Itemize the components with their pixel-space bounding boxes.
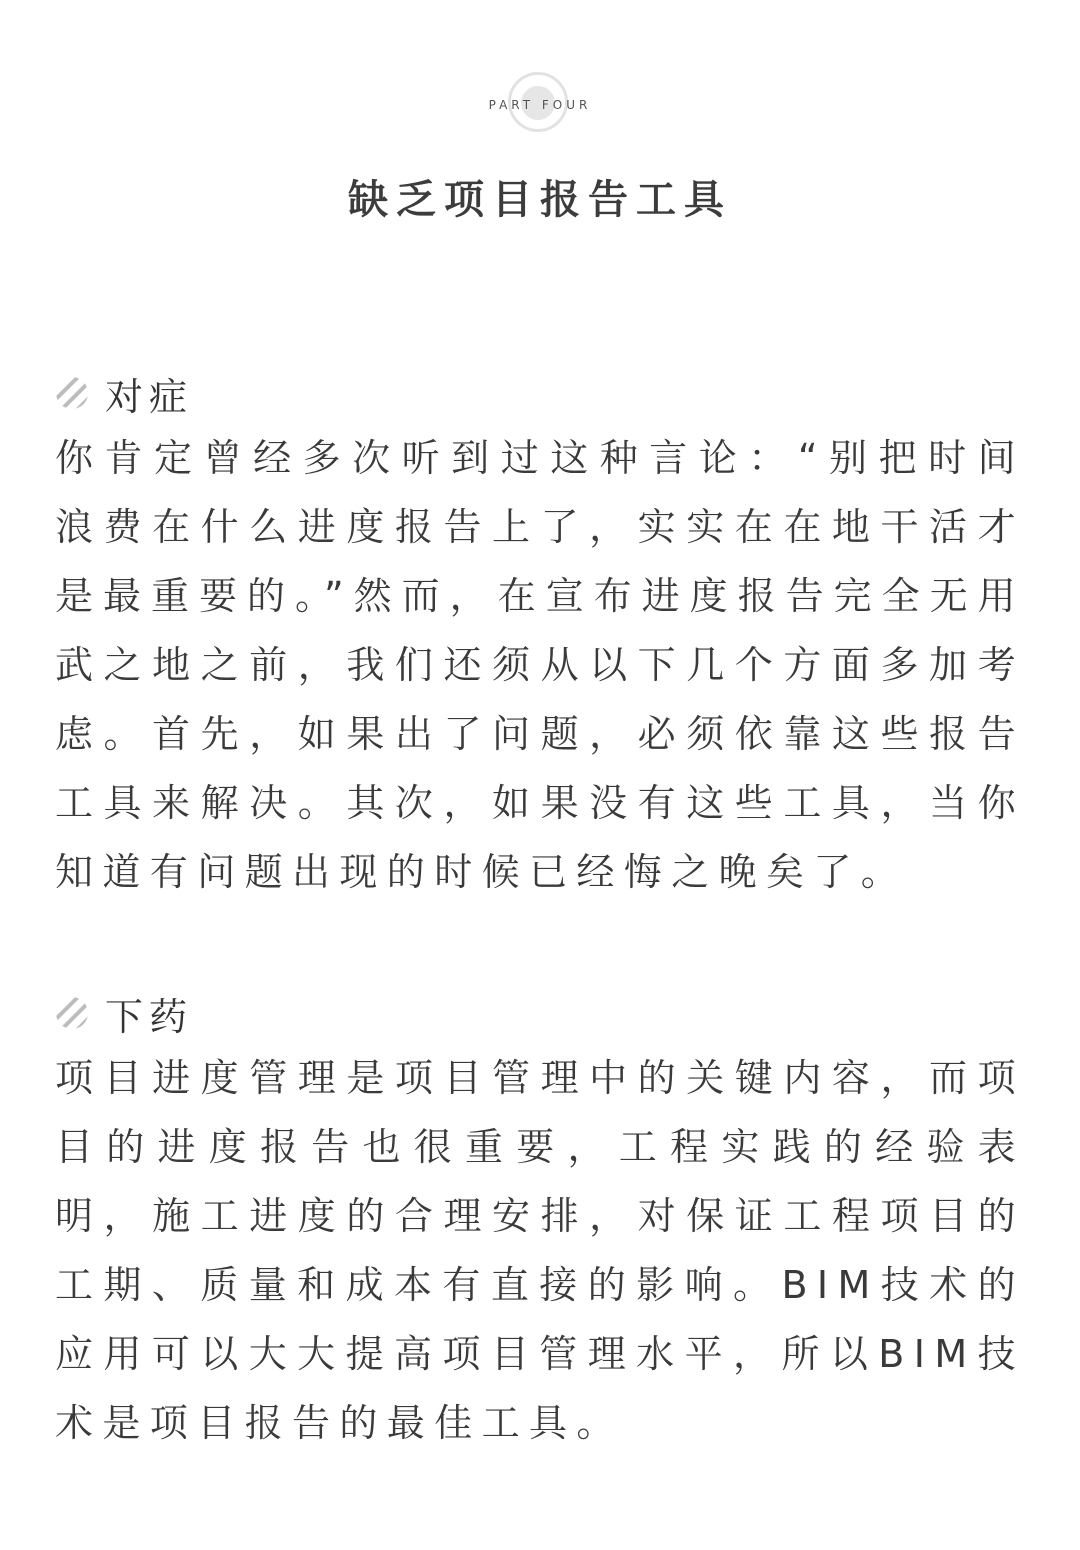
striped-circle-icon <box>55 996 89 1030</box>
section-body-text: 你肯定曾经多次听到过这种言论：“别把时间浪费在什么进度报告上了，实实在在地干活才是最重要的。”然而，在宣布进度报告完全无用武之地之前，我们还须从以下几个方面多加考虑。首先，如果出了问题，必须依靠这些报告工具来解决。其次，如果没有这些工具，当你知道有问题出现的时候已经悔之晚矣了。 <box>55 436 1025 894</box>
striped-circle-icon <box>55 376 89 410</box>
section-heading <box>55 362 1025 424</box>
section-heading <box>55 982 1025 1044</box>
section-remedy <box>55 982 1025 1458</box>
section-label: 下药 <box>105 994 194 1039</box>
section-symptom <box>55 362 1025 907</box>
part-badge <box>0 72 1080 142</box>
part-label: PART FOUR <box>488 98 592 112</box>
page-title: 缺乏项目报告工具 <box>348 177 732 223</box>
section-label: 对症 <box>105 374 194 419</box>
section-body-text: 项目进度管理是项目管理中的关键内容，而项目的进度报告也很重要，工程实践的经验表明，施工进度的合理安排，对保证工程项目的工期、质量和成本有直接的影响。BIM技术的应用可以大大提高项目管理水平，所以BIM技术是项目报告的最佳工具。 <box>55 1056 1025 1445</box>
